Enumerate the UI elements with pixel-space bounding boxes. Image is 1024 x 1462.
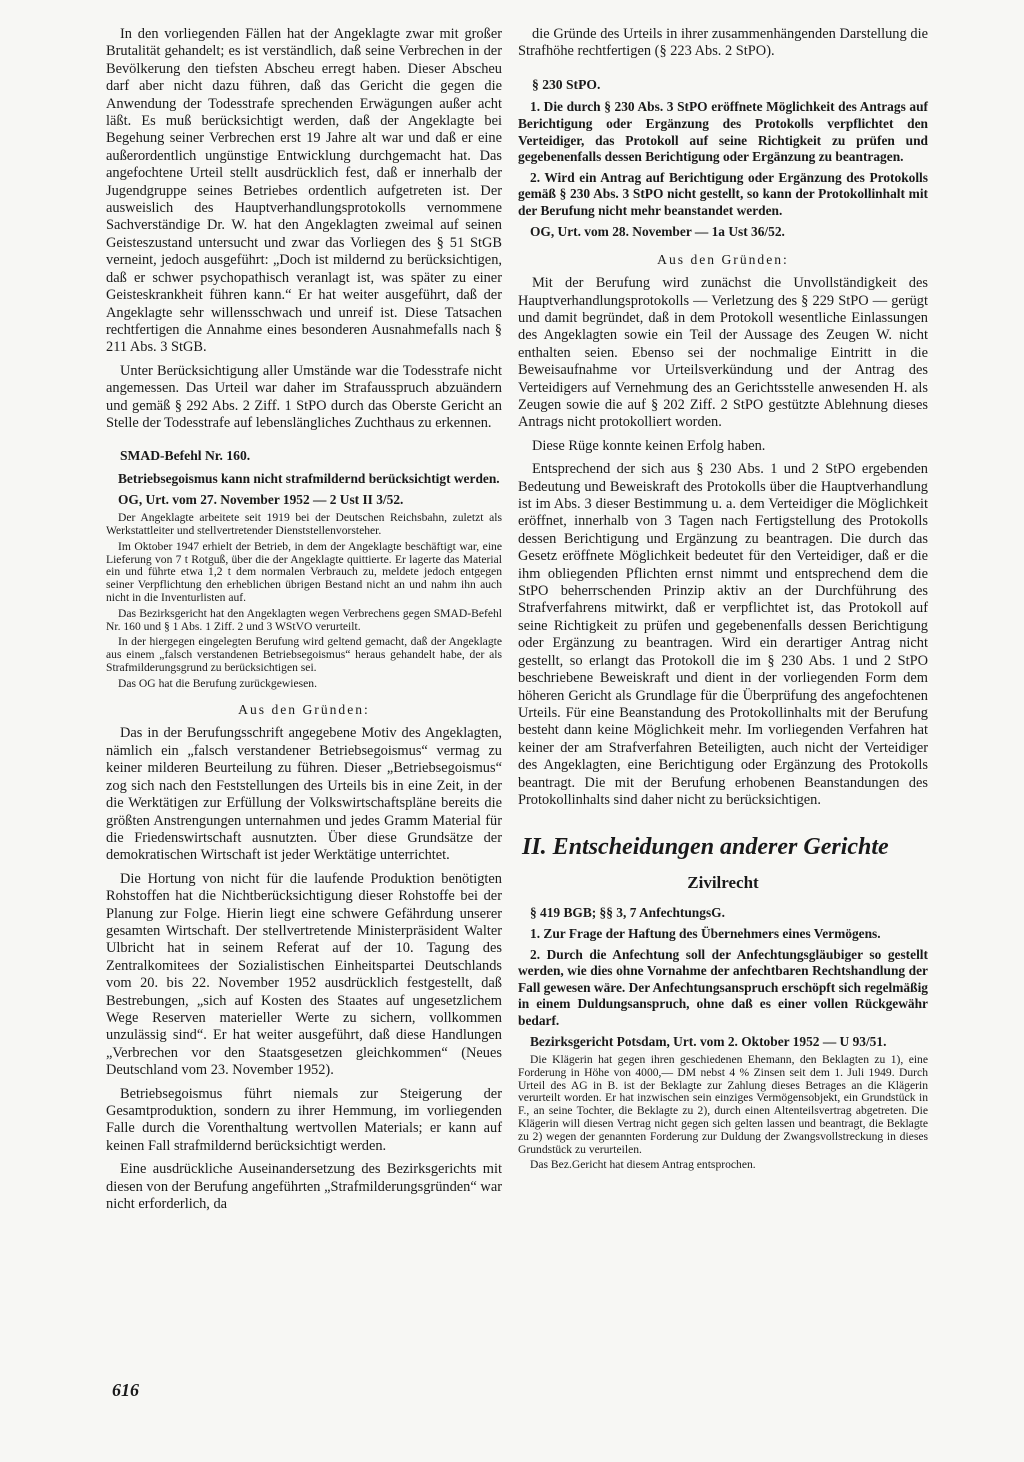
case-fact: Der Angeklagte arbeitete seit 1919 bei der Deutschen Reichsbahn, zuletzt als Werkstattleiter und stellvertretender Dienststellenvorsteher.: [106, 511, 502, 537]
leitsatz: 1. Zur Frage der Haftung des Übernehmers eines Vermögens.: [530, 925, 881, 941]
right-column: [518, 26, 928, 1175]
court-citation: OG, Urt. vom 28. November — 1a Ust 36/52.: [530, 223, 785, 239]
paragraph: Das in der Berufungsschrift angegebene Motiv des Angeklagten, nämlich ein „falsch verstandener Betriebsegoismus“ vermag zu keiner milderen Beurteilung zu führen. Dieser „Betriebsegoismus“ zog sich nach den Feststellungen des Urteils bis in eine Zeit, in der die Werktätigen zur Erfüllung der Volkswirtschaftspläne bereits die größten Anstrengungen unternahmen und jedes Gramm Material für die Friedenswirtschaft ausnutzten. Über diese Grundsätze der demokratischen Wirtschaft ist jeder Werktätige unterrichtet.: [106, 725, 502, 864]
court-citation: Bezirksgericht Potsdam, Urt. vom 2. Oktober 1952 — U 93/51.: [530, 1033, 887, 1049]
paragraph: In den vorliegenden Fällen hat der Angeklagte zwar mit großer Brutalität gehandelt; es ist verständlich, daß seine Verbrechen in der Bevölkerung den tiefsten Abscheu erregt haben. Dieser Abscheu darf aber nicht dazu führen, daß das Gericht die gegen die Anwendung der Todesstrafe sprechenden Erwägungen außer acht läßt. Es muß berücksichtigt werden, daß der Angeklagte bei Begehung seiner Verbrechen erst 19 Jahre alt war und daß er eine außerordentlich ungünstige Entwicklung durchgemacht hat. Das angefochtene Urteil stellt ausdrücklich fest, daß er innerhalb der Jugendgruppe seines Betriebes ordentlich aufgetreten ist. Der ausweislich des Hauptverhandlungsprotokolls vernommene Sachverständige Dr. W. hat den Angeklagten zweimal auf seinen Geisteszustand untersucht und zwar das Vorliegen des § 51 StGB verneint, jedoch ausgeführt: „Doch ist mildernd zu berücksichtigen, daß er schwer psychopathisch veranlagt ist, was später zu einer Geisteskrankheit führen kann.“ Er hat weiter ausgeführt, daß der Angeklagte sehr willensschwach und unreif ist. Diese Tatsachen rechtfertigen die Annahme eines besonderen Ausnahmefalls nach § 211 Abs. 3 StGB.: [106, 26, 502, 356]
leitsatz: Betriebsegoismus kann nicht strafmildernd berücksichtigt werden.: [118, 470, 500, 486]
case-fact: Das Bezirksgericht hat den Angeklagten wegen Verbrechens gegen SMAD-Befehl Nr. 160 und § 1 Abs. 1 Ziff. 2 und 3 WStVO verurteilt.: [106, 606, 502, 633]
paragraph: die Gründe des Urteils in ihrer zusammenhängenden Darstellung die Strafhöhe rechtfertigen (§ 223 Abs. 2 StPO).: [518, 26, 928, 60]
case-fact: Das OG hat die Berufung zurückgewiesen.: [118, 676, 317, 690]
section-heading: § 230 StPO.: [532, 76, 601, 92]
section-heading: § 419 BGB; §§ 3, 7 AnfechtungsG.: [530, 905, 725, 921]
paragraph: Eine ausdrückliche Auseinandersetzung des Bezirksgerichts mit diesen von der Berufung angeführten „Strafmilderungsgründen“ war nicht erforderlich, da: [106, 1161, 502, 1213]
court-citation: OG, Urt. vom 27. November 1952 — 2 Ust II 3/52.: [118, 491, 404, 507]
paragraph: Diese Rüge konnte keinen Erfolg haben.: [532, 437, 766, 454]
reasons-heading: Aus den Gründen:: [238, 702, 370, 718]
paragraph: Entsprechend der sich aus § 230 Abs. 1 und 2 StPO ergebenden Bedeutung und Beweiskraft des Protokolls über die Hauptverhandlung ist im Abs. 3 dieser Bestimmung u. a. dem Verteidiger die Möglichkeit eröffnet, innerhalb von 3 Tagen nach Fertigstellung des Protokolls dessen Berichtigung und Ergänzung zu beantragen. Die durch das Gesetz eröffnete Möglichkeit bedeutet für den Verteidiger, daß er die ihm obliegenden Pflichten ernst nimmt und entsprechend dem die StPO beherrschenden Prinzip aktiv an der Durchführung des Strafverfahrens mitwirkt, daß er verpflichtet ist, das Protokoll auf seine Richtigkeit zu prüfen und gegebenenfalls dessen Berichtigung oder Ergänzung zu beantragen. Wird ein derartiger Antrag nicht gestellt, so erlangt das Protokoll die im § 230 Abs. 1 und 2 StPO beschriebene Beweiskraft und dient in der vorliegenden Form dem höheren Gericht als Grundlage für die Überprüfung des angefochtenen Urteils. Für eine Beanstandung des Protokollinhalts mit der Berufung besteht dann keine Möglichkeit mehr. Im vorliegenden Verfahren hat keiner der am Strafverfahren Beteiligten, auch nicht der Verteidiger des Angeklagten, eine Berichtigung oder Ergänzung des Protokolls beantragt. Die mit der Berufung erhobenen Beanstandungen des Protokollinhalts sind daher nicht zu berücksichtigen.: [518, 461, 928, 808]
case-fact: Die Klägerin hat gegen ihren geschiedenen Ehemann, den Beklagten zu 1), eine Forderung in Höhe von 4000,— DM nebst 4 % Zinsen seit dem 1. Juli 1949. Durch Urteil des AG in B. ist der Beklagte zur Zahlung dieses Betrages an die Klägerin verurteilt worden. Er hat inzwischen sein einziges Vermögensobjekt, ein Grundstück in F., an seine Tochter, die Beklagte zu 2), durch einen Altenteilsvertrag abgetreten. Die Klägerin will diesen Vertrag nicht gegen sich gelten lassen und beantragt, die Beklagte zu 2) wegen der genannten Forderung zur Duldung der Zwangsvollstreckung in dieses Grundstück zu verurteilen.: [518, 1053, 928, 1156]
page-number: 616: [112, 1380, 139, 1400]
paragraph: Unter Berücksichtigung aller Umstände war die Todesstrafe nicht angemessen. Das Urteil war daher im Strafausspruch abzuändern und gemäß § 292 Abs. 2 Ziff. 1 StPO durch das Oberste Gericht an Stelle der Todesstrafe auf lebenslängliches Zuchthaus zu erkennen.: [106, 362, 502, 431]
leitsatz: 1. Die durch § 230 Abs. 3 StPO eröffnete Möglichkeit des Antrags auf Berichtigung oder Ergänzung des Protokolls verpflichtet den Verteidiger, das Protokoll auf seine Richtigkeit zu prüfen und gegebenenfalls dessen Berichtigung oder Ergänzung zu beantragen.: [518, 99, 928, 165]
paragraph: Die Hortung von nicht für die laufende Produktion benötigten Rohstoffen hat die Nichtberücksichtigung dieser Rohstoffe bei der Planung zur Folge. Hierin liegt eine schwere Gefährdung unserer gesamten Wirtschaft. Der stellvertretende Ministerpräsident Walter Ulbricht hat in seinem Referat auf der 10. Tagung des Zentralkomitees der Sozialistischen Einheitspartei Deutschlands vom 20. bis 22. November 1952 ausdrücklich festgestellt, daß Bestrebungen, „sich auf Kosten des Staates auf ungesetzlichem Wege Reserven materieller Werte zu sichern, vollkommen unzulässig sind“. Er hat weiter ausgeführt, daß diese Handlungen „Verbrechen vor den Staatsgesetzen gleichkommen“ (Neues Deutschland vom 23. November 1952).: [106, 870, 502, 1079]
paragraph: Mit der Berufung wird zunächst die Unvollständigkeit des Hauptverhandlungsprotokolls — Verletzung des § 229 StPO — gerügt und damit begründet, daß in dem Protokoll wesentliche Einlassungen des Angeklagten sowie ein Teil der Aussage des Zeugen W. nicht enthalten seien. Ebenso sei der nochmalige Eintritt in die Beweisaufnahme vor Urteilsverkündung und der Antrag des Verteidigers auf Vernehmung des an Gerichtsstelle anwesenden H. als Zeugen sowie die auf § 202 Ziff. 2 StPO gestützte Ablehnung dieses Antrags nicht protokolliert worden.: [518, 275, 928, 431]
reasons-heading: Aus den Gründen:: [657, 252, 789, 268]
chapter-heading: II. Entscheidungen anderer Gerichte: [522, 834, 889, 861]
section-heading: SMAD-Befehl Nr. 160.: [120, 448, 251, 464]
case-fact: Das Bez.Gericht hat diesem Antrag entsprochen.: [530, 1158, 756, 1172]
case-fact: Im Oktober 1947 erhielt der Betrieb, in dem der Angeklagte beschäftigt war, eine Lieferung von 7 t Rotguß, über die der Angeklagte quittierte. Er lagerte das Material ein und führte etwa 1,2 t dem normalen Verbrauch zu, meldete jedoch entgegen seiner Verpflichtung den erheblichen übrigen Bestand nicht an und nahm ihn auch nicht in die Inventurlisten auf.: [106, 539, 502, 604]
subchapter-heading: Zivilrecht: [687, 873, 759, 893]
left-column: [106, 26, 502, 1219]
leitsatz: 2. Durch die Anfechtung soll der Anfechtungsgläubiger so gestellt werden, wie dies ohne Vornahme der anfechtbaren Rechtshandlung der Fall gewesen wäre. Der Anfechtungsanspruch erschöpft sich regelmäßig in einem Duldungsanspruch, ohne daß es einer vollen Rückgewähr bedarf.: [518, 946, 928, 1028]
case-fact: In der hiergegen eingelegten Berufung wird geltend gemacht, daß der Angeklagte aus einem „falsch verstandenen Betriebsegoismus“ heraus gehandelt habe, der als Strafmilderungsgrund zu berücksichtigen sei.: [106, 635, 502, 674]
paragraph: Betriebsegoismus führt niemals zur Steigerung der Gesamtproduktion, sondern zu ihrer Hemmung, im vorliegenden Falle durch die Vorenthaltung wertvollen Materials; er kann auf keinen Fall strafmildernd berücksichtigt werden.: [106, 1085, 502, 1154]
leitsatz: 2. Wird ein Antrag auf Berichtigung oder Ergänzung des Protokolls gemäß § 230 Abs. 3 StPO nicht gestellt, so kann der Protokollinhalt mit der Berufung nicht mehr beanstandet werden.: [518, 169, 928, 218]
